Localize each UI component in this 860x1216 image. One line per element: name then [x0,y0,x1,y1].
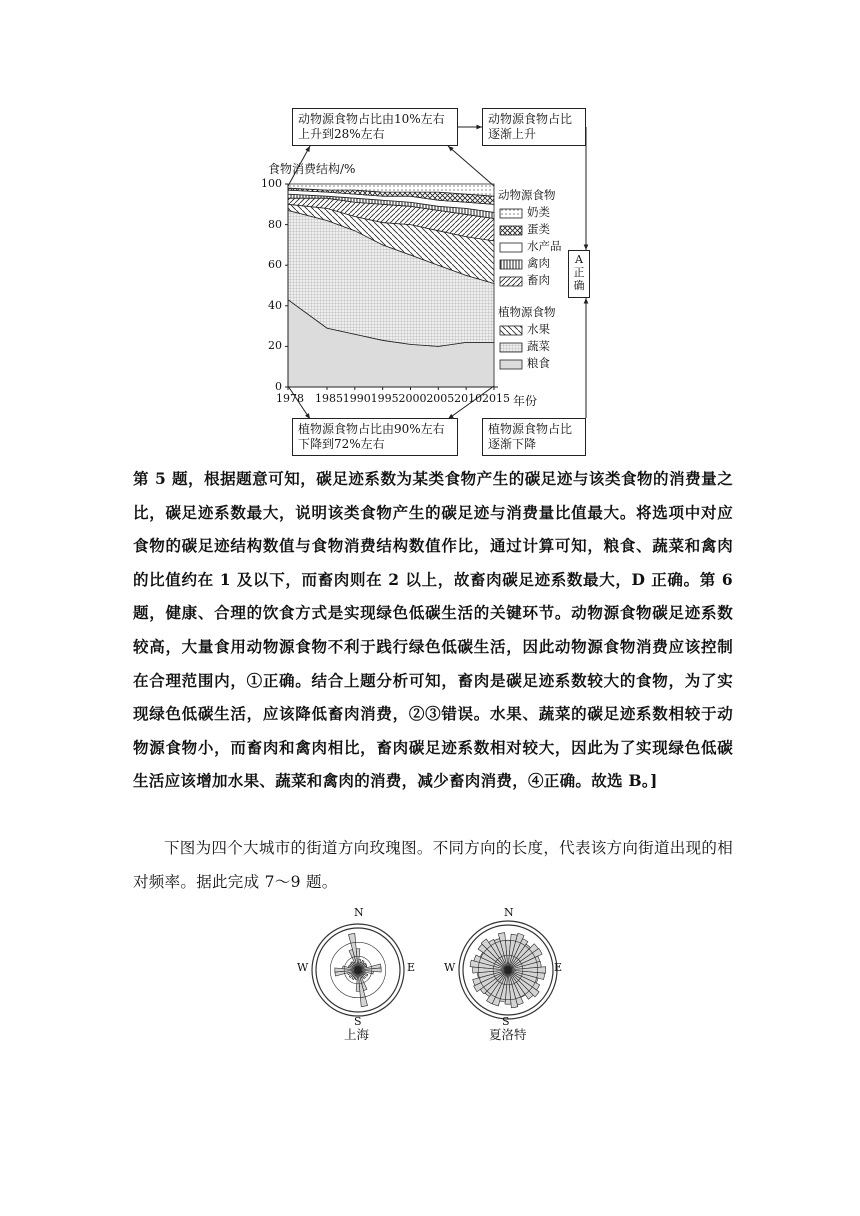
answer-explanation [133,462,733,798]
legend-item: 粮食 [527,356,550,370]
y-tick-label: 20 [268,339,282,353]
legend-swatch-粮食 [500,360,522,369]
bottom-left-annotation-text: 植物源食物占比由90%左右下降到72%左右 [298,422,445,451]
bottom-right-annotation-box [482,418,586,456]
legend-swatch-畜肉 [500,277,522,286]
legend-swatch-水果 [500,326,522,335]
legend-swatch-蛋类 [500,226,522,235]
rose-shanghai-n: N [354,906,364,919]
legend-swatch-蔬菜 [500,343,522,352]
x-tick-label: 1995 [370,392,399,405]
legend-swatch-水产品 [500,243,522,252]
arrow-side-top-head [584,244,589,250]
rose-diagram-charlotte [440,905,580,1045]
rose-charlotte-n: N [504,906,514,919]
legend-item: 水果 [527,322,550,336]
y-tick-label: 60 [268,258,282,272]
x-tick-label: 2015 [482,392,510,405]
legend-swatch-禽肉 [500,260,522,269]
rose-charlotte-city: 夏洛特 [489,1027,527,1042]
legend-item: 蔬菜 [527,339,550,353]
arrow-top-chain-head [476,125,482,130]
legend-swatch-奶类 [500,209,522,218]
y-axis-title: 食物消费结构/% [268,162,356,176]
arrow-top-right [448,146,494,186]
y-tick-label: 0 [275,380,282,393]
x-tick-label: 2000 [398,392,427,405]
x-axis-unit: 年份 [513,394,538,408]
rose-shanghai-w: W [297,961,309,974]
rose-charlotte-w: W [444,961,456,974]
x-tick-label: 1985 [314,392,343,405]
legend-item: 奶类 [527,205,550,219]
explanation-paragraph: 第 5 题，根据题意可知，碳足迹系数为某类食物产生的碳足迹与该类食物的消费量之比，碳足迹系数最大，说明该类食物产生的碳足迹与消费量比值最大。将选项中对应食物的碳足迹结构数值与食物消费结构数值作比，通过计算可知，粮食、蔬菜和禽肉的比值约在 1 及以下，而畜肉则在 2 以上，故畜肉碳足迹系数最大，D 正确。第 6 题，健康、合理的饮食方式是实现绿色低碳生活的关键环节。动物源食物碳足迹系数较高，大量食用动物源食物不利于践行绿色低碳生活，因此动物源食物消费应该控制在合理范围内，①正确。结合上题分析可知，畜肉是碳足迹系数较大的食物，为了实现绿色低碳生活，应该降低畜肉消费，②③错误。水果、蔬菜的碳足迹系数相较于动物源食物小，而畜肉和禽肉相比，畜肉碳足迹系数相对较大，因此为了实现绿色低碳生活应该增加水果、蔬菜和禽肉的消费，减少畜肉消费，④正确。故选 B。] [133,469,733,791]
top-left-annotation-text: 动物源食物占比由10%左右上升到28%左右 [298,112,445,141]
side-conclusion-text: A正确 [573,253,585,292]
x-tick-label: 2010 [454,392,483,405]
arrow-side-bottom-head [584,298,589,304]
rose-shanghai-e: E [407,961,416,974]
legend-item: 畜肉 [527,273,550,287]
x-tick-label: 1978 [276,392,304,405]
legend-item: 禽肉 [527,256,550,270]
y-tick-label: 80 [268,217,282,231]
arrow-top-left [288,146,310,186]
rose-charlotte-e: E [554,961,563,974]
question-intro [133,832,733,899]
rose-shanghai-s: S [354,1015,362,1028]
bottom-left-annotation-box [292,418,458,456]
x-tick-label: 2005 [426,392,455,405]
rose-charlotte-s: S [502,1015,510,1028]
y-tick-label: 100 [261,177,282,190]
intro-paragraph: 下图为四个大城市的街道方向玫瑰图。不同方向的长度，代表该方向街道出现的相对频率。据此完成 7～9 题。 [133,839,733,891]
legend-item: 蛋类 [527,222,550,236]
legend-animal-title: 动物源食物 [498,188,556,202]
x-tick-label: 1990 [342,392,371,405]
y-tick-label: 40 [268,298,282,312]
legend-item: 水产品 [527,239,562,253]
stacked-areas [288,184,494,387]
rose-shanghai-city: 上海 [344,1027,370,1042]
bottom-right-annotation-text: 植物源食物占比逐渐下降 [488,422,573,451]
top-right-annotation-text: 动物源食物占比逐渐上升 [488,112,573,141]
arrow-bottom-left-head [305,413,310,418]
legend-plant-title: 植物源食物 [498,305,556,319]
